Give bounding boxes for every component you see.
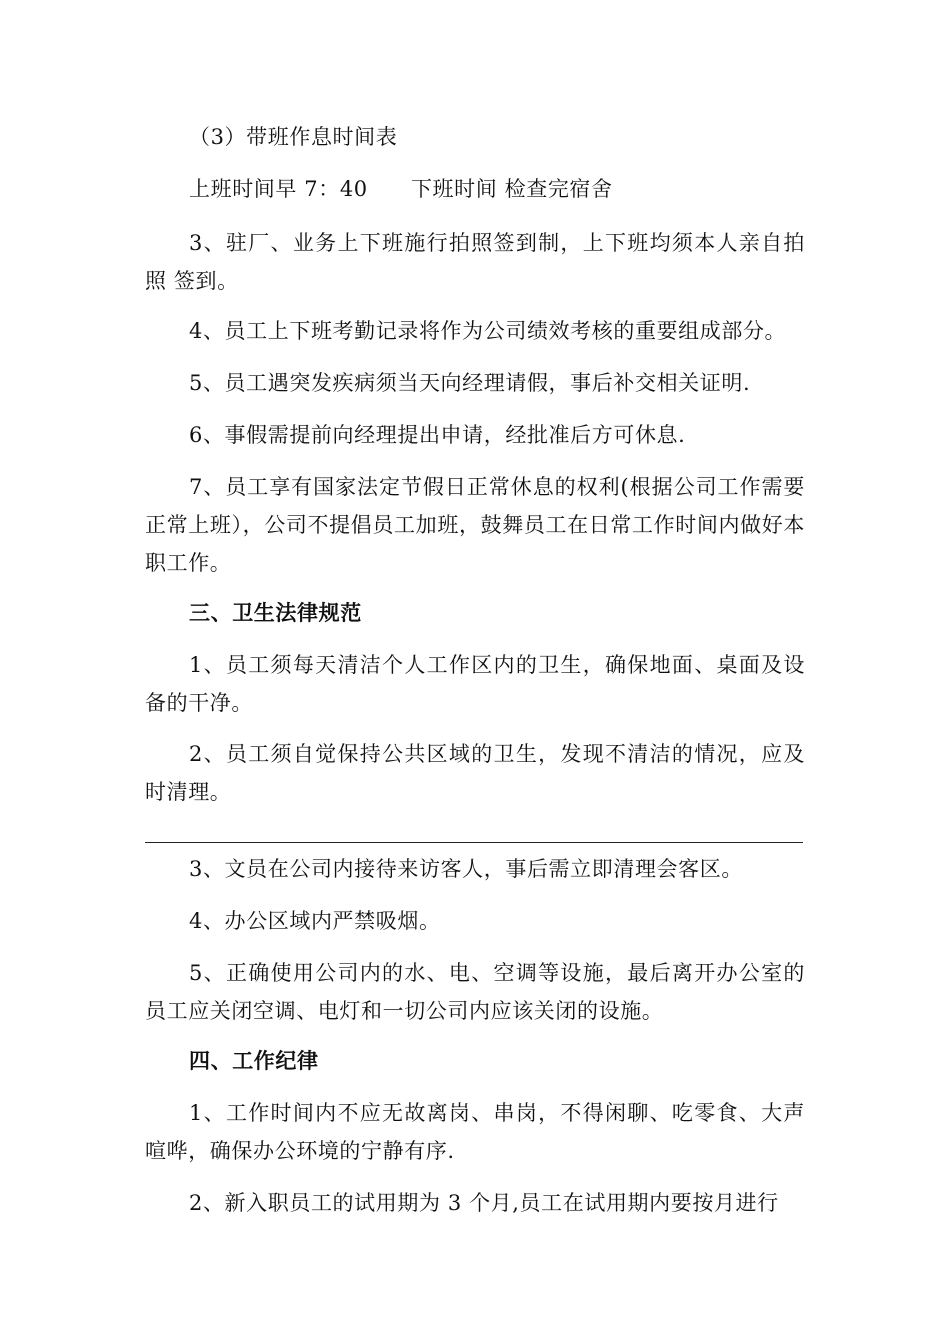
- rule-paragraph: 7、员工享有国家法定节假日正常休息的权利(根据公司工作需要正常上班），公司不提倡员工加班，鼓舞员工在日常工作时间内做好本职工作。: [145, 475, 805, 575]
- section-heading: 四、工作纪律: [189, 1048, 319, 1073]
- section-heading: 三、卫生法律规范: [189, 600, 362, 625]
- schedule-subtitle: （3）带班作息时间表: [189, 125, 398, 149]
- page-divider: [145, 842, 803, 843]
- rule-paragraph: 3、文员在公司内接待来访客人，事后需立即清理会客区。: [189, 857, 743, 881]
- rule-paragraph: 1、工作时间内不应无故离岗、串岗，不得闲聊、吃零食、大声喧哗，确保办公环境的宁静有序.: [145, 1101, 805, 1163]
- rule-paragraph: 1、员工须每天清洁个人工作区内的卫生，确保地面、桌面及设备的干净。: [145, 653, 805, 715]
- rule-paragraph: 5、正确使用公司内的水、电、空调等设施，最后离开办公室的员工应关闭空调、电灯和一切公司内应该关闭的设施。: [145, 961, 805, 1023]
- rule-paragraph: 4、员工上下班考勤记录将作为公司绩效考核的重要组成部分。: [189, 319, 787, 343]
- work-hours-line: 上班时间早 7：40 下班时间 检查完宿舍: [189, 177, 613, 201]
- rule-paragraph: 3、驻厂、业务上下班施行拍照签到制，上下班均须本人亲自拍照 签到。: [145, 231, 805, 293]
- rule-paragraph: 6、事假需提前向经理提出申请，经批准后方可休息.: [189, 423, 686, 447]
- rule-paragraph: 2、员工须自觉保持公共区域的卫生，发现不清洁的情况，应及时清理。: [145, 742, 805, 804]
- rule-paragraph: 2、新入职员工的试用期为 3 个月,员工在试用期内要按月进行: [189, 1191, 779, 1215]
- rule-paragraph: 4、办公区域内严禁吸烟。: [189, 909, 441, 933]
- rule-paragraph: 5、员工遇突发疾病须当天向经理请假，事后补交相关证明.: [189, 371, 751, 395]
